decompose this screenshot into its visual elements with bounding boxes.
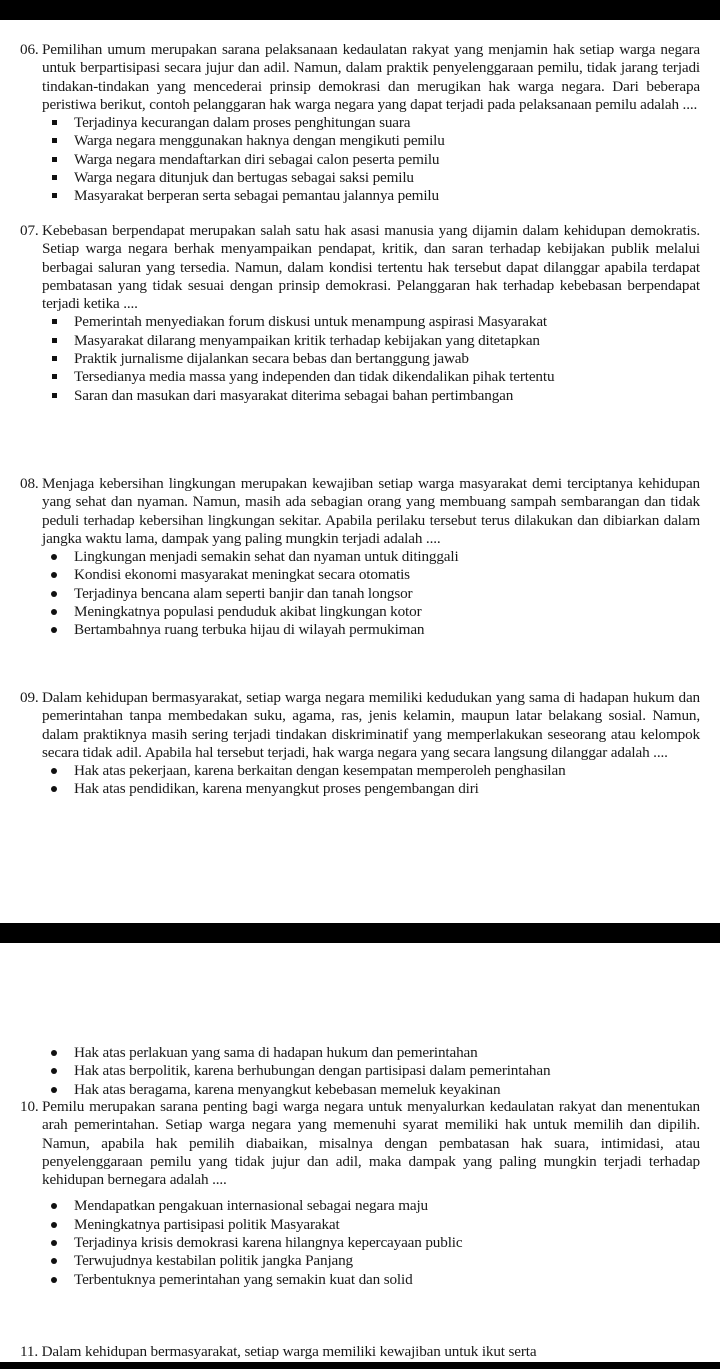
question-text: Pemilu merupakan sarana penting bagi warga negara untuk menyalurkan kedaulatan rakyat dan menentukan arah pemerintahan. Setiap warga negara yang memenuhi syarat memiliki hak untuk memilih dan dipilih. Namun, apabila hak pemilih diabaikan, misalnya dengan pembatasan hak suara, intimidasi, atau penyelenggaraan pemilu yang tidak jujur dan adil, maka dampak yang paling mungkin terjadi terhadap kehidupan bernegara adalah ....	[42, 1098, 700, 1189]
option-item: Masyarakat dilarang menyampaikan kritik terhadap kebijakan yang ditetapkan	[74, 332, 700, 350]
question-number: 07.	[20, 222, 39, 239]
option-item: Hak atas pendidikan, karena menyangkut proses pengembangan diri	[74, 780, 700, 798]
question-text: Menjaga kebersihan lingkungan merupakan kewajiban setiap warga masyarakat demi terciptanya kehidupan yang sehat dan nyaman. Namun, masih ada sebagian orang yang membuang sampah sembarangan dan tidak peduli terhadap kebersihan lingkungan sekitar. Apabila perilaku tersebut terus dilakukan dan dibiarkan dalam jangka waktu lama, dampak yang paling mungkin terjadi adalah ....	[42, 475, 700, 547]
question-06	[20, 41, 700, 206]
option-item: Terjadinya bencana alam seperti banjir dan tanah longsor	[74, 585, 700, 603]
page-break-bar	[0, 923, 720, 943]
question-09	[20, 689, 700, 799]
question-number: 06.	[20, 41, 39, 58]
option-item: Tersedianya media massa yang independen dan tidak dikendalikan pihak tertentu	[74, 368, 700, 386]
option-item: Bertambahnya ruang terbuka hijau di wilayah permukiman	[74, 621, 700, 639]
question-09-continued	[20, 1044, 700, 1099]
option-item: Lingkungan menjadi semakin sehat dan nyaman untuk ditinggali	[74, 548, 700, 566]
question-10	[20, 1098, 700, 1289]
option-item: Mendapatkan pengakuan internasional sebagai negara maju	[74, 1197, 700, 1215]
option-item: Saran dan masukan dari masyarakat diterima sebagai bahan pertimbangan	[74, 387, 700, 405]
options-list	[20, 548, 700, 639]
option-item: Terjadinya kecurangan dalam proses penghitungan suara	[74, 114, 700, 132]
question-text: Dalam kehidupan bermasyarakat, setiap warga negara memiliki kedudukan yang sama di hadapan hukum dan pemerintahan tanpa membedakan suku, agama, ras, jenis kelamin, maupun latar belakang sosial. Namun, dalam praktiknya masih sering terjadi tindakan diskriminatif yang memperlakukan seseorang atau kelompok secara tidak adil. Apabila hal tersebut terjadi, hak warga negara yang secara langsung dilanggar adalah ....	[42, 689, 700, 761]
option-item: Terwujudnya kestabilan politik jangka Panjang	[74, 1252, 700, 1270]
option-item: Terbentuknya pemerintahan yang semakin kuat dan solid	[74, 1271, 700, 1289]
options-list	[20, 114, 700, 205]
option-item: Hak atas beragama, karena menyangkut kebebasan memeluk keyakinan	[74, 1081, 700, 1099]
option-item: Terjadinya krisis demokrasi karena hilangnya kepercayaan public	[74, 1234, 700, 1252]
option-item: Praktik jurnalisme dijalankan secara bebas dan bertanggung jawab	[74, 350, 700, 368]
option-item: Meningkatnya populasi penduduk akibat lingkungan kotor	[74, 603, 700, 621]
question-number: 08.	[20, 475, 39, 492]
option-item: Pemerintah menyediakan forum diskusi untuk menampung aspirasi Masyarakat	[74, 313, 700, 331]
question-08	[20, 475, 700, 640]
question-07	[20, 222, 700, 405]
question-number: 09.	[20, 689, 39, 706]
question-text: Kebebasan berpendapat merupakan salah satu hak asasi manusia yang dijamin dalam kehidupan demokratis. Setiap warga negara berhak menyampaikan pendapat, kritik, dan saran terhadap kebijakan publik melalui berbagai saluran yang tersedia. Namun, dalam kondisi tertentu hak tersebut dapat dilanggar apabila terdapat pembatasan yang tidak sesuai dengan prinsip demokrasi. Pelanggaran hak terhadap kebebasan berpendapat terjadi ketika ....	[42, 222, 700, 313]
bottom-black-bar	[0, 1362, 720, 1369]
option-item: Warga negara ditunjuk dan bertugas sebagai saksi pemilu	[74, 169, 700, 187]
top-black-bar	[0, 0, 720, 20]
option-item: Kondisi ekonomi masyarakat meningkat secara otomatis	[74, 566, 700, 584]
options-list	[20, 1044, 700, 1099]
question-11-partial: 11. Dalam kehidupan bermasyarakat, setiap warga memiliki kewajiban untuk ikut serta	[20, 1343, 537, 1360]
options-list	[20, 762, 700, 799]
question-text: Pemilihan umum merupakan sarana pelaksanaan kedaulatan rakyat yang menjamin hak setiap warga negara untuk berpartisipasi secara jujur dan adil. Namun, dalam praktik penyelenggaraan pemilu, tidak jarang terjadi tindakan-tindakan yang mencederai prinsip demokrasi dan merugikan hak warga negara. Dari beberapa peristiwa berikut, contoh pelanggaran hak warga negara yang dapat terjadi pada pelaksanaan pemilu adalah ....	[42, 41, 700, 113]
option-item: Hak atas berpolitik, karena berhubungan dengan partisipasi dalam pemerintahan	[74, 1062, 700, 1080]
option-item: Meningkatnya partisipasi politik Masyarakat	[74, 1216, 700, 1234]
option-item: Hak atas perlakuan yang sama di hadapan hukum dan pemerintahan	[74, 1044, 700, 1062]
option-item: Warga negara mendaftarkan diri sebagai calon peserta pemilu	[74, 151, 700, 169]
question-number: 10.	[20, 1098, 39, 1115]
option-item: Masyarakat berperan serta sebagai pemantau jalannya pemilu	[74, 187, 700, 205]
options-list	[20, 313, 700, 404]
option-item: Warga negara menggunakan haknya dengan mengikuti pemilu	[74, 132, 700, 150]
option-item: Hak atas pekerjaan, karena berkaitan dengan kesempatan memperoleh penghasilan	[74, 762, 700, 780]
options-list	[20, 1197, 700, 1288]
